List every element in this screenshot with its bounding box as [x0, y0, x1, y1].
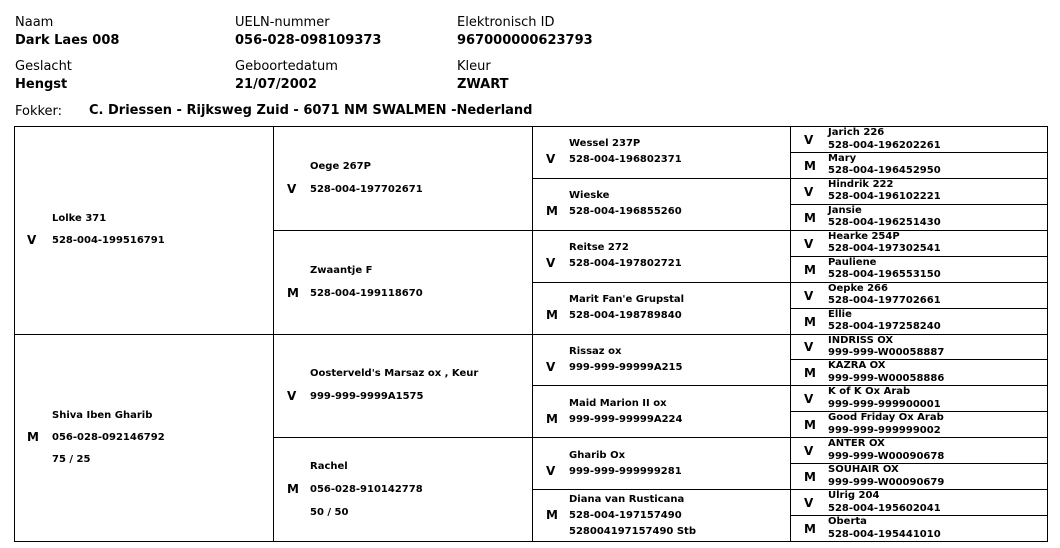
pedigree-cell-gen4 — [790, 463, 1048, 490]
pedigree-cell-gen3 — [532, 230, 791, 283]
gender-marker: M — [546, 308, 558, 323]
color-value: ZWART — [457, 77, 509, 92]
pedigree-cell-gen2 — [273, 126, 533, 231]
horse-name: ANTER OX — [828, 438, 885, 450]
pedigree-cell-gen1 — [14, 334, 274, 543]
horse-id: 999-999-W00090679 — [828, 476, 945, 488]
horse-name: Ulrig 204 — [828, 490, 880, 502]
breeder-label: Fokker: — [15, 104, 63, 119]
horse-name: SOUHAIR OX — [828, 464, 899, 476]
horse-id: 999-999-999900001 — [828, 398, 941, 410]
pedigree-cell-gen4 — [790, 256, 1048, 283]
gender-marker: M — [804, 418, 816, 433]
horse-name: Hindrik 222 — [828, 178, 894, 190]
horse-id: 999-999-999999281 — [569, 465, 682, 477]
horse-id: 999-999-W00090678 — [828, 450, 945, 462]
pedigree-cell-gen4 — [790, 308, 1048, 335]
horse-id: 528-004-195602041 — [828, 502, 941, 514]
horse-id: 999-999-W00058886 — [828, 372, 945, 384]
horse-id: 999-999-999999002 — [828, 424, 941, 436]
horse-id: 528-004-195441010 — [828, 528, 941, 540]
horse-id: 056-028-092146792 — [52, 431, 165, 443]
gender-marker: V — [546, 152, 556, 167]
pedigree-cell-gen3 — [532, 334, 791, 387]
gender-marker: V — [804, 288, 814, 303]
gender-marker: V — [804, 444, 814, 459]
horse-name: Marit Fan'e Grupstal — [569, 294, 685, 306]
pedigree-cell-gen4 — [790, 282, 1048, 309]
gender-marker: V — [804, 132, 814, 147]
gender-marker: V — [546, 359, 556, 374]
horse-name: Pauliene — [828, 256, 877, 268]
horse-id: 528-004-199118670 — [310, 287, 423, 299]
pedigree-cell-gen3 — [532, 437, 791, 490]
horse-name: Diana van Rusticana — [569, 493, 685, 505]
horse-name: Ellie — [828, 308, 852, 320]
gender-marker: M — [804, 470, 816, 485]
horse-name: K of K Ox Arab — [828, 386, 911, 398]
pedigree-cell-gen1 — [14, 126, 274, 335]
horse-id: 528-004-197258240 — [828, 321, 941, 333]
gender-marker: V — [804, 340, 814, 355]
chip-label: Elektronisch ID — [457, 15, 555, 30]
horse-id: 056-028-910142778 — [310, 483, 423, 495]
gender-marker: V — [27, 233, 37, 248]
gender-marker: M — [27, 429, 39, 444]
horse-id: 528-004-196251430 — [828, 217, 941, 229]
horse-name: Maid Marion II ox — [569, 397, 667, 409]
gender-marker: V — [804, 236, 814, 251]
horse-name: Oege 267P — [310, 160, 371, 172]
horse-id: 528-004-197157490 — [569, 509, 682, 521]
horse-id: 528-004-198789840 — [569, 310, 682, 322]
gender-marker: M — [287, 285, 299, 300]
pedigree-cell-gen4 — [790, 334, 1048, 361]
pedigree-cell-gen4 — [790, 437, 1048, 464]
gender-marker: V — [287, 181, 297, 196]
horse-name: Mary — [828, 152, 857, 164]
gender-marker: M — [546, 507, 558, 522]
horse-name: Jarich 226 — [828, 127, 885, 138]
horse-name: Hearke 254P — [828, 230, 900, 242]
name-label: Naam — [15, 15, 54, 30]
horse-name: Dark Laes 008 — [15, 33, 120, 48]
horse-extra: 528004197157490 Stb — [569, 525, 696, 537]
breeder-value: C. Driessen - Rijksweg Zuid - 6071 NM SWALMEN -Nederland — [89, 103, 533, 118]
pedigree-cell-gen2 — [273, 230, 533, 335]
pedigree-cell-gen3 — [532, 178, 791, 231]
horse-name: KAZRA OX — [828, 360, 886, 372]
horse-id: 528-004-196802371 — [569, 154, 682, 166]
pedigree-cell-gen4 — [790, 204, 1048, 231]
pedigree-cell-gen3 — [532, 282, 791, 335]
gender-marker: M — [804, 158, 816, 173]
pedigree-cell-gen4 — [790, 152, 1048, 179]
horse-id: 999-999-9999A1575 — [310, 391, 424, 403]
gender-marker: V — [287, 389, 297, 404]
horse-name: Gharib Ox — [569, 449, 626, 461]
gender-marker: M — [804, 314, 816, 329]
gender-marker: M — [804, 262, 816, 277]
horse-name: Oepke 266 — [828, 282, 888, 294]
pedigree-cell-gen4 — [790, 411, 1048, 438]
pedigree-cell-gen4 — [790, 230, 1048, 257]
horse-name: Rissaz ox — [569, 345, 622, 357]
pedigree-cell-gen4 — [790, 178, 1048, 205]
horse-extra: 50 / 50 — [310, 506, 349, 518]
horse-id: 999-999-99999A215 — [569, 361, 683, 373]
pedigree-cell-gen4 — [790, 126, 1048, 153]
gender-marker: V — [804, 392, 814, 407]
gender-marker: V — [546, 463, 556, 478]
horse-name: Shiva Iben Gharib — [52, 409, 153, 421]
ueln-value: 056-028-098109373 — [235, 33, 382, 48]
gender-marker: M — [804, 522, 816, 537]
horse-id: 528-004-196452950 — [828, 165, 941, 177]
horse-id: 528-004-199516791 — [52, 235, 165, 247]
gender-marker: V — [546, 256, 556, 271]
pedigree-table — [14, 126, 1047, 541]
gender-marker: M — [804, 366, 816, 381]
sex-label: Geslacht — [15, 59, 72, 74]
gender-marker: V — [804, 184, 814, 199]
horse-name: Reitse 272 — [569, 242, 629, 254]
pedigree-cell-gen4 — [790, 359, 1048, 386]
horse-id: 528-004-196202261 — [828, 139, 941, 151]
pedigree-cell-gen4 — [790, 385, 1048, 412]
horse-id: 528-004-197702671 — [310, 183, 423, 195]
horse-id: 999-999-W00058887 — [828, 347, 945, 358]
horse-extra: 75 / 25 — [52, 453, 91, 465]
gender-marker: M — [287, 481, 299, 496]
horse-id: 999-999-99999A224 — [569, 413, 683, 425]
horse-name: Jansie — [828, 204, 862, 216]
pedigree-cell-gen4 — [790, 489, 1048, 516]
color-label: Kleur — [457, 59, 491, 74]
horse-name: Zwaantje F — [310, 264, 373, 276]
chip-value: 967000000623793 — [457, 33, 593, 48]
pedigree-cell-gen3 — [532, 385, 791, 438]
ueln-label: UELN-nummer — [235, 15, 330, 30]
horse-name: Oberta — [828, 516, 867, 528]
gender-marker: M — [804, 210, 816, 225]
pedigree-cell-gen3 — [532, 126, 791, 179]
horse-name: Wieske — [569, 190, 610, 202]
dob-value: 21/07/2002 — [235, 77, 317, 92]
gender-marker: M — [546, 411, 558, 426]
horse-name: Oosterveld's Marsaz ox , Keur — [310, 368, 479, 380]
sex-value: Hengst — [15, 77, 68, 92]
gender-marker: V — [804, 496, 814, 511]
gender-marker: M — [546, 204, 558, 219]
horse-id: 528-004-196102221 — [828, 191, 941, 203]
horse-name: Good Friday Ox Arab — [828, 412, 944, 424]
horse-name: Rachel — [310, 460, 348, 472]
horse-name: Wessel 237P — [569, 138, 641, 150]
pedigree-cell-gen4 — [790, 515, 1048, 542]
pedigree-cell-gen3 — [532, 489, 791, 542]
horse-id: 528-004-196553150 — [828, 269, 941, 281]
horse-name: INDRISS OX — [828, 334, 894, 346]
horse-id: 528-004-197302541 — [828, 243, 941, 255]
pedigree-cell-gen2 — [273, 334, 533, 439]
dob-label: Geboortedatum — [235, 59, 338, 74]
horse-name: Lolke 371 — [52, 213, 107, 225]
horse-id: 528-004-196855260 — [569, 206, 682, 218]
horse-id: 528-004-197702661 — [828, 295, 941, 307]
horse-id: 528-004-197802721 — [569, 258, 682, 270]
pedigree-cell-gen2 — [273, 437, 533, 542]
